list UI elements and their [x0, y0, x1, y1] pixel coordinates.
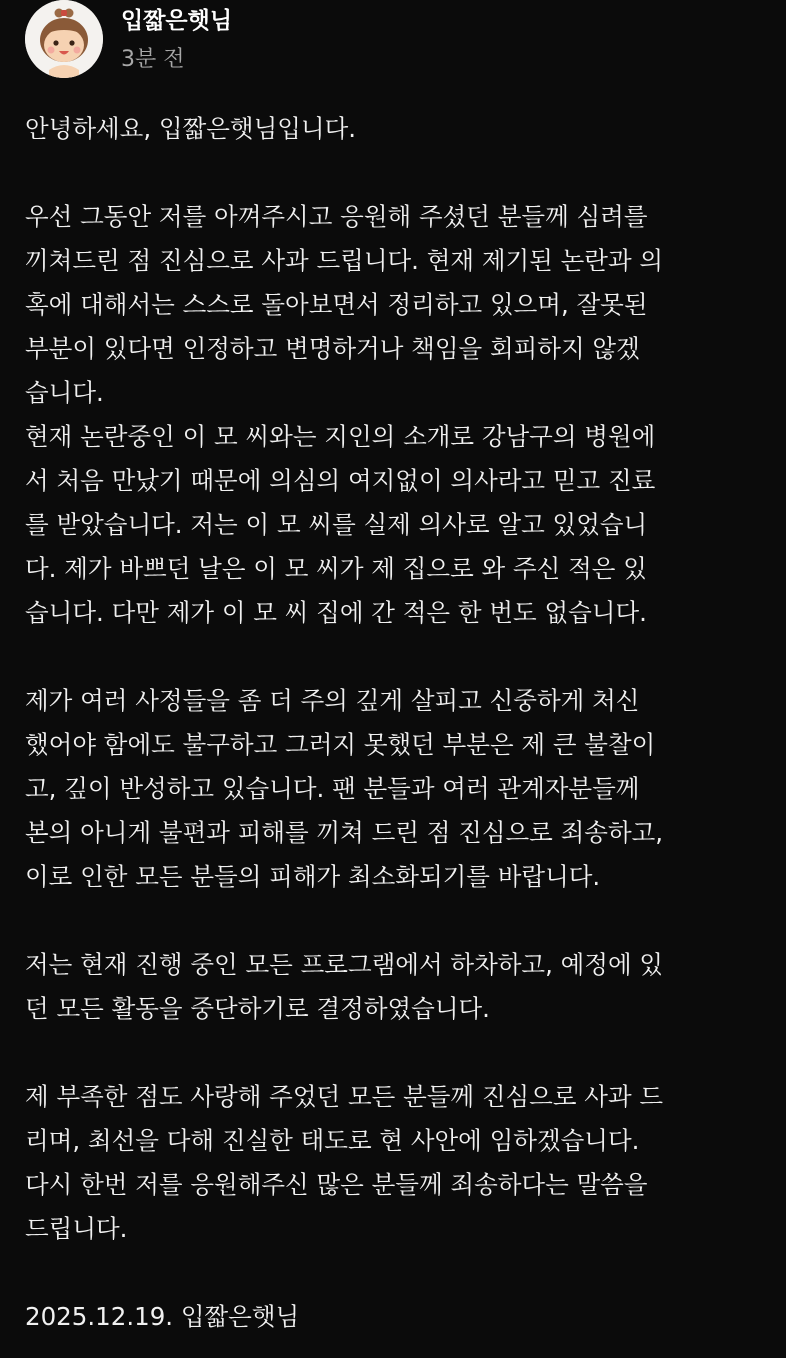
signature-line: 2025.12.19. 입짧은햇님	[25, 1302, 300, 1331]
paragraph-line: 던 모든 활동을 중단하기로 결정하였습니다.	[25, 994, 490, 1023]
post-timestamp: 3분 전	[121, 47, 185, 72]
paragraph-line: 부분이 있다면 인정하고 변명하거나 책임을 회피하지 않겠	[25, 334, 640, 363]
paragraph-line: 우선 그동안 저를 아껴주시고 응원해 주셨던 분들께 심려를	[25, 202, 648, 231]
paragraph-line: 리며, 최선을 다해 진실한 태도로 현 사안에 임하겠습니다.	[25, 1126, 640, 1155]
paragraph-line: 저는 현재 진행 중인 모든 프로그램에서 하차하고, 예정에 있	[25, 950, 664, 979]
paragraph-line: 드립니다.	[25, 1214, 128, 1243]
paragraph-line: 제가 여러 사정들을 좀 더 주의 깊게 살피고 신중하게 처신	[25, 686, 640, 715]
girl-face-icon	[25, 0, 103, 78]
paragraph-line: 를 받았습니다. 저는 이 모 씨를 실제 의사로 알고 있었습니	[25, 510, 648, 539]
paragraph-line: 서 처음 만났기 때문에 의심의 여지없이 의사라고 믿고 진료	[25, 466, 656, 495]
paragraph-line: 다. 제가 바쁘던 날은 이 모 씨가 제 집으로 와 주신 적은 있	[25, 554, 647, 583]
paragraph-line: 현재 논란중인 이 모 씨와는 지인의 소개로 강남구의 병원에	[25, 422, 656, 451]
paragraph-line: 했어야 함에도 불구하고 그러지 못했던 부분은 제 큰 불찰이	[25, 730, 656, 759]
post-body	[25, 107, 770, 1339]
paragraph-line: 혹에 대해서는 스스로 돌아보면서 정리하고 있으며, 잘못된	[25, 290, 648, 319]
paragraph-line: 제 부족한 점도 사랑해 주었던 모든 분들께 진심으로 사과 드	[25, 1082, 664, 1111]
paragraph-line: 끼쳐드린 점 진심으로 사과 드립니다. 현재 제기된 논란과 의	[25, 246, 664, 275]
paragraph-line: 습니다. 다만 제가 이 모 씨 집에 간 적은 한 번도 없습니다.	[25, 598, 647, 627]
greeting-line: 안녕하세요, 입짧은햇님입니다.	[25, 114, 357, 143]
paragraph-line: 고, 깊이 반성하고 있습니다. 팬 분들과 여러 관계자분들께	[25, 774, 640, 803]
paragraph-line: 이로 인한 모든 분들의 피해가 최소화되기를 바랍니다.	[25, 862, 601, 891]
author-name[interactable]: 입짧은햇님	[121, 8, 233, 34]
paragraph-line: 다시 한번 저를 응원해주신 많은 분들께 죄송하다는 말씀을	[25, 1170, 648, 1199]
avatar[interactable]	[25, 0, 103, 78]
paragraph-line: 본의 아니게 불편과 피해를 끼쳐 드린 점 진심으로 죄송하고,	[25, 818, 664, 847]
post-header	[25, 0, 765, 80]
paragraph-line: 습니다.	[25, 378, 104, 407]
